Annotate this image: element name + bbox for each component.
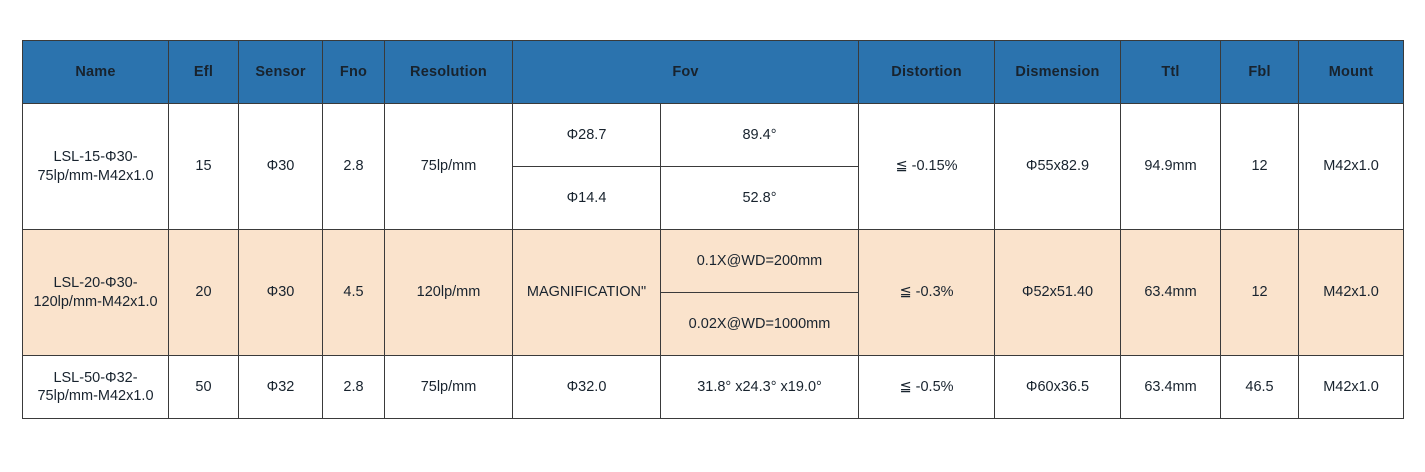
column-header-fno: Fno	[323, 41, 385, 104]
cell-fno: 2.8	[323, 356, 385, 419]
table-body	[23, 104, 1404, 419]
column-header-efl: Efl	[169, 41, 239, 104]
cell-mount: M42x1.0	[1299, 356, 1404, 419]
cell-distortion: ≦ -0.3%	[859, 230, 995, 356]
cell-fbl: 12	[1221, 230, 1299, 356]
cell-efl: 20	[169, 230, 239, 356]
cell-sensor: Φ30	[239, 104, 323, 230]
cell-fov-right: 0.1X@WD=200mm	[661, 230, 859, 293]
cell-dismension: Φ55x82.9	[995, 104, 1121, 230]
cell-fbl: 12	[1221, 104, 1299, 230]
column-header-sensor: Sensor	[239, 41, 323, 104]
cell-mount: M42x1.0	[1299, 104, 1404, 230]
cell-fov-left: MAGNIFICATION"	[513, 230, 661, 356]
table-header	[23, 41, 1404, 104]
column-header-name: Name	[23, 41, 169, 104]
cell-resolution: 75lp/mm	[385, 356, 513, 419]
column-header-dismension: Dismension	[995, 41, 1121, 104]
cell-name: LSL-15-Φ30-75lp/mm-M42x1.0	[23, 104, 169, 230]
column-header-mount: Mount	[1299, 41, 1404, 104]
cell-distortion: ≦ -0.15%	[859, 104, 995, 230]
column-header-ttl: Ttl	[1121, 41, 1221, 104]
column-header-fbl: Fbl	[1221, 41, 1299, 104]
cell-fov-left: Φ32.0	[513, 356, 661, 419]
cell-fno: 2.8	[323, 104, 385, 230]
column-header-fov: Fov	[513, 41, 859, 104]
cell-fov-left: Φ28.7	[513, 104, 661, 167]
cell-ttl: 94.9mm	[1121, 104, 1221, 230]
column-header-resolution: Resolution	[385, 41, 513, 104]
cell-efl: 15	[169, 104, 239, 230]
column-header-distortion: Distortion	[859, 41, 995, 104]
header-row	[23, 41, 1404, 104]
cell-fov-right: 89.4°	[661, 104, 859, 167]
cell-dismension: Φ60x36.5	[995, 356, 1121, 419]
cell-fov-left: Φ14.4	[513, 167, 661, 230]
cell-fbl: 46.5	[1221, 356, 1299, 419]
table-row	[23, 356, 1404, 419]
cell-ttl: 63.4mm	[1121, 230, 1221, 356]
cell-mount: M42x1.0	[1299, 230, 1404, 356]
cell-name: LSL-50-Φ32-75lp/mm-M42x1.0	[23, 356, 169, 419]
table-row	[23, 230, 1404, 293]
cell-resolution: 120lp/mm	[385, 230, 513, 356]
table-row	[23, 104, 1404, 167]
cell-dismension: Φ52x51.40	[995, 230, 1121, 356]
cell-resolution: 75lp/mm	[385, 104, 513, 230]
cell-name: LSL-20-Φ30-120lp/mm-M42x1.0	[23, 230, 169, 356]
cell-ttl: 63.4mm	[1121, 356, 1221, 419]
cell-fov-right: 0.02X@WD=1000mm	[661, 293, 859, 356]
cell-sensor: Φ30	[239, 230, 323, 356]
lens-spec-table	[22, 40, 1404, 419]
cell-efl: 50	[169, 356, 239, 419]
cell-fov-right: 31.8° x24.3° x19.0°	[661, 356, 859, 419]
cell-distortion: ≦ -0.5%	[859, 356, 995, 419]
cell-sensor: Φ32	[239, 356, 323, 419]
cell-fno: 4.5	[323, 230, 385, 356]
cell-fov-right: 52.8°	[661, 167, 859, 230]
